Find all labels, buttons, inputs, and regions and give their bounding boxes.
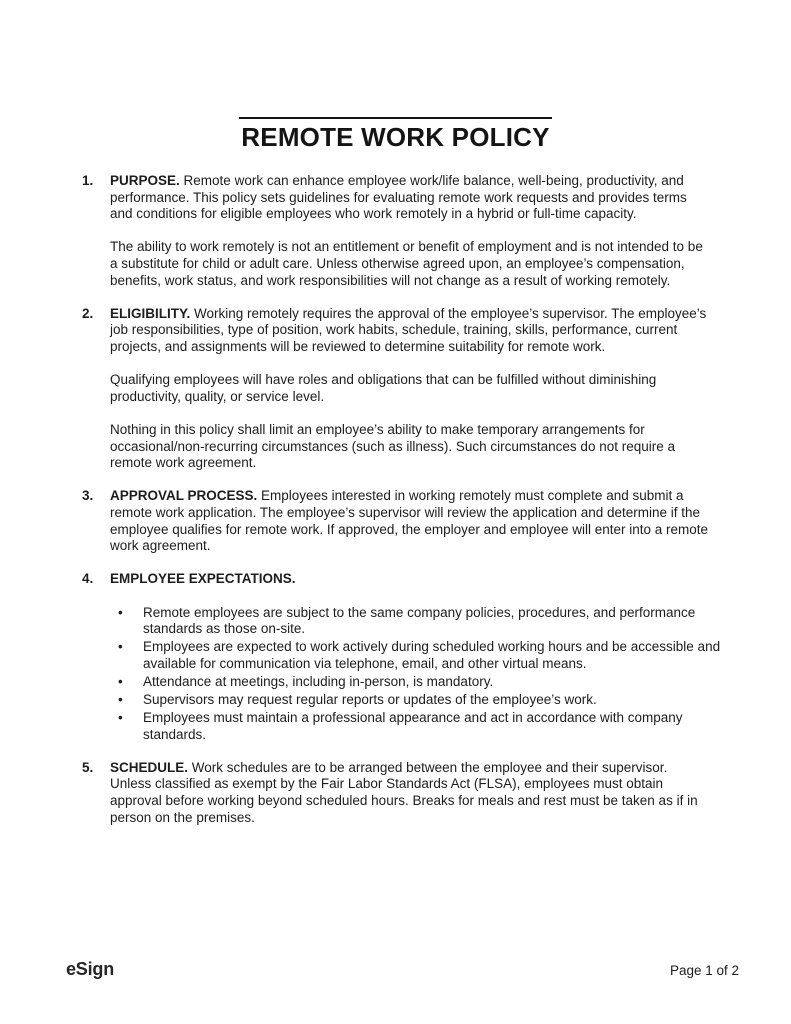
section-text: Work schedules are to be arranged between the employee and their supervisor. Unless classified as exempt by the Fair Labor Standards Act (FLSA), employees must obtain approval before working beyond scheduled hours. Breaks for meals and rest must be taken as if in person on the premises. xyxy=(110,759,698,825)
section-paragraph: Qualifying employees will have roles and obligations that can be fulfilled without diminishing productivity, quality, or service level. xyxy=(110,372,657,404)
section-heading: ELIGIBILITY. xyxy=(110,305,191,321)
section-paragraph xyxy=(110,173,712,223)
section-employee-expectations xyxy=(82,571,721,760)
bullet-item: • Attendance at meetings, including in-person, is mandatory. xyxy=(143,674,733,691)
document-title: REMOTE WORK POLICY xyxy=(239,117,551,152)
section-number: 1. xyxy=(82,173,94,189)
section-schedule xyxy=(82,760,712,843)
section-heading: APPROVAL PROCESS. xyxy=(110,488,258,504)
section-paragraph: Nothing in this policy shall limit an employee’s ability to make temporary arrangements for occasional/non-recurring circumstances (such as illness). Such circumstances do not require a remote work agreement. xyxy=(110,422,675,471)
section-number: 3. xyxy=(82,488,94,504)
document-footer xyxy=(66,959,739,980)
section-heading: PURPOSE. xyxy=(110,173,180,189)
bullet-item: • Employees must maintain a professional appearance and act in accordance with company standards. xyxy=(143,710,733,743)
page-indicator: Page 1 of 2 xyxy=(669,963,739,978)
expectations-list xyxy=(110,605,733,744)
section-heading: SCHEDULE. xyxy=(110,759,189,775)
section-paragraph xyxy=(110,306,712,356)
section-content xyxy=(110,571,721,760)
document-header xyxy=(79,117,712,152)
section-text: Working remotely requires the approval of the employee’s supervisor. The employee’s job responsibilities, type of position, work habits, schedule, training, skills, performance, current projects, and assignments will be reviewed to determine suitability for remote work. xyxy=(110,305,707,355)
section-text: Employees interested in working remotely must complete and submit a remote work application. The employee’s supervisor will review the application and determine if the employee qualifies for remote work. If approved, the employer and employee will enter into a remote work agreement. xyxy=(110,488,709,554)
section-content xyxy=(110,488,712,571)
bullet-item: • Remote employees are subject to the same company policies, procedures, and performance standards as those on-site. xyxy=(143,605,733,638)
section-number: 2. xyxy=(82,305,94,321)
section-content xyxy=(110,306,712,489)
section-content xyxy=(110,173,712,306)
section-number: 4. xyxy=(82,571,94,587)
section-paragraph xyxy=(110,760,712,826)
section-approval-process xyxy=(82,488,712,571)
document-body xyxy=(82,173,721,843)
bullet-item: • Employees are expected to work actively during scheduled working hours and be accessible and available for communication via telephone, email, and other virtual means. xyxy=(143,639,733,672)
section-eligibility xyxy=(82,306,712,489)
section-heading: EMPLOYEE EXPECTATIONS. xyxy=(110,571,296,587)
section-number: 5. xyxy=(82,759,94,775)
esign-logo: eSign xyxy=(66,959,115,979)
section-content xyxy=(110,760,712,843)
section-paragraph: The ability to work remotely is not an entitlement or benefit of employment and is not intended to be a substitute for child or adult care. Unless otherwise agreed upon, an employee’s compensation, benefits, work status, and work responsibilities will not change as a result of working remotely. xyxy=(110,239,703,288)
section-paragraph xyxy=(110,571,712,588)
section-paragraph xyxy=(110,488,712,554)
bullet-item: • Supervisors may request regular reports or updates of the employee’s work. xyxy=(143,692,733,709)
section-text: Remote work can enhance employee work/life balance, well-being, productivity, and performance. This policy sets guidelines for evaluating remote work requests and provides terms and conditions for eligible employees who work remotely in a hybrid or full-time capacity. xyxy=(110,173,687,222)
section-purpose xyxy=(82,173,712,306)
